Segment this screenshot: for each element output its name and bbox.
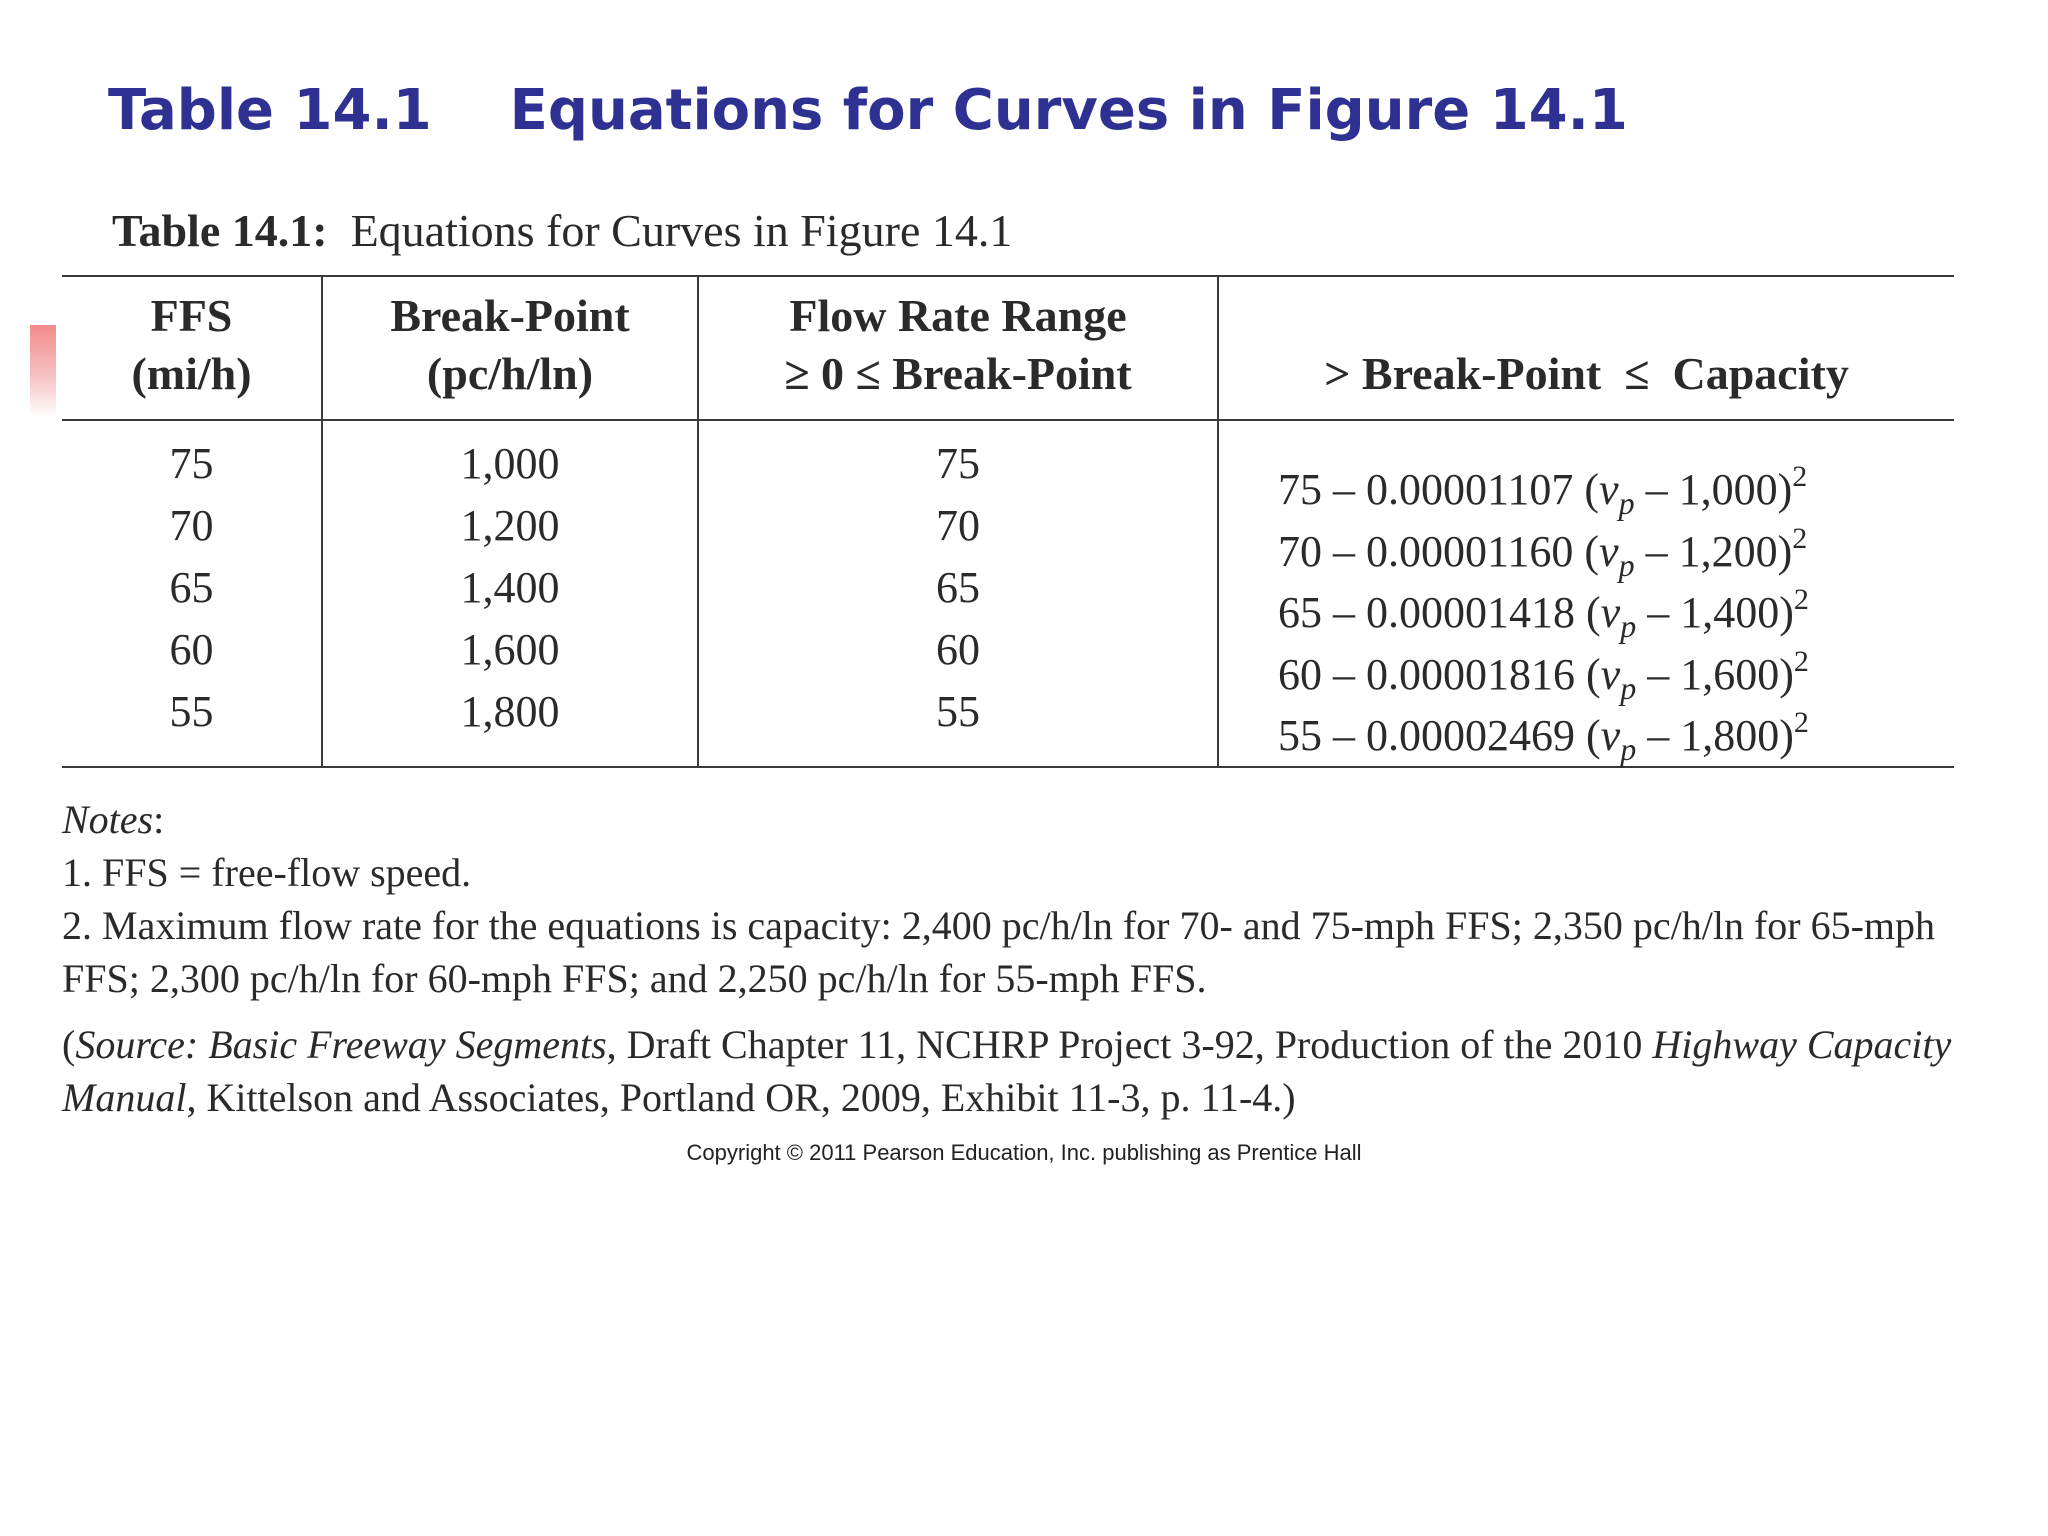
equation-prefix: 70 – 0.00001160 (	[1278, 527, 1600, 576]
equation-prefix: 75 – 0.00001107 (	[1278, 465, 1600, 514]
notes-heading-colon: :	[153, 797, 165, 842]
table-caption	[112, 204, 1012, 257]
header-capacity	[1219, 345, 1954, 403]
source-book-title: Highway Capacity Manual	[62, 1022, 1952, 1120]
equation-subscript: p	[1620, 731, 1637, 767]
notes-heading-text: Notes	[62, 797, 154, 842]
equation-suffix: – 1,800)	[1636, 711, 1794, 760]
equation-subscript: p	[1620, 670, 1637, 706]
table-cell: 1,400	[460, 563, 560, 612]
note-1: 1. FFS = free-flow speed.	[62, 850, 472, 895]
equation-variable: v	[1599, 465, 1619, 514]
table-cell: 60	[936, 625, 980, 674]
note-2: 2. Maximum flow rate for the equations is capacity: 2,400 pc/h/ln for 70- and 75-mph FFS; 2,350 pc/h/ln for 65-mph FFS; 2,300 pc/h/ln for 60-mph FFS; and 2,250 pc/h/ln for 55-mph FFS.	[62, 903, 1936, 1001]
equation-prefix: 65 – 0.00001418 (	[1278, 588, 1601, 637]
equation-suffix: – 1,200)	[1634, 527, 1793, 576]
equation-row	[1278, 692, 1809, 780]
notes-heading	[62, 793, 1962, 846]
caption-text: Equations for Curves in Figure 14.1	[350, 205, 1013, 256]
equation-exponent: 2	[1792, 460, 1808, 493]
table-cell: 55	[169, 687, 214, 736]
equation-suffix: – 1,600)	[1636, 650, 1794, 699]
table-cell: 1,800	[460, 687, 560, 736]
accent-bar	[30, 325, 56, 417]
equation-subscript: p	[1620, 608, 1637, 644]
table-top-rule	[62, 275, 1954, 277]
equation-variable: v	[1600, 711, 1621, 760]
equation-variable: v	[1599, 527, 1619, 576]
equation-exponent: 2	[1793, 645, 1809, 678]
source-citation	[62, 1018, 1962, 1124]
table-cell: 70	[936, 501, 980, 550]
table-cell: 1,200	[460, 501, 560, 550]
header-breakpoint	[323, 287, 697, 403]
source-tail: , Kittelson and Associates, Portland OR, 2009, Exhibit 11-3, p. 11-4.)	[186, 1075, 1296, 1120]
breakpoint-column	[323, 433, 697, 743]
header-breakpoint-line2: (pc/h/ln)	[426, 348, 594, 399]
notes-block	[62, 793, 1962, 1005]
header-ffs-line2: (mi/h)	[131, 348, 252, 399]
source-label: Source: Basic Freeway Segments	[75, 1022, 607, 1067]
header-capacity-text: > Break-Point ≤ Capacity	[1324, 348, 1849, 399]
equation-prefix: 60 – 0.00001816 (	[1278, 650, 1601, 699]
slide-title: Table 14.1 Equations for Curves in Figure 14.1	[108, 78, 1628, 143]
equation-suffix: – 1,400)	[1636, 588, 1794, 637]
table-cell: 75	[936, 439, 980, 488]
equation-exponent: 2	[1793, 706, 1809, 739]
equation-exponent: 2	[1793, 583, 1809, 616]
ffs-column	[62, 433, 321, 743]
equation-exponent: 2	[1792, 522, 1808, 555]
copyright-notice: Copyright © 2011 Pearson Education, Inc. publishing as Prentice Hall	[686, 1140, 1362, 1165]
table-cell: 55	[936, 687, 980, 736]
source-mid: , Draft Chapter 11, NCHRP Project 3-92, Production of the 2010	[606, 1022, 1653, 1067]
equation-variable: v	[1600, 588, 1621, 637]
flow-range-column	[699, 433, 1217, 743]
header-flow-line2: ≥ 0 ≤ Break-Point	[784, 348, 1132, 399]
source-open: (	[62, 1022, 76, 1067]
table-cell: 1,000	[460, 439, 560, 488]
table-cell: 65	[169, 563, 214, 612]
table-cell: 1,600	[460, 625, 560, 674]
caption-label: Table 14.1:	[112, 205, 328, 256]
equation-prefix: 55 – 0.00002469 (	[1278, 711, 1601, 760]
equation-subscript: p	[1618, 485, 1635, 521]
equation-variable: v	[1600, 650, 1621, 699]
header-breakpoint-line1: Break-Point	[390, 290, 630, 341]
header-flow-rate-range	[699, 287, 1217, 403]
equation-suffix: – 1,000)	[1634, 465, 1793, 514]
header-ffs-line1: FFS	[150, 290, 233, 341]
table-cell: 60	[169, 625, 214, 674]
table-cell: 65	[936, 563, 980, 612]
header-flow-line1: Flow Rate Range	[789, 290, 1127, 341]
table-header-rule	[62, 419, 1954, 421]
equation-subscript: p	[1618, 547, 1635, 583]
table-cell: 75	[169, 439, 214, 488]
table-cell: 70	[169, 501, 214, 550]
header-ffs	[62, 287, 321, 403]
